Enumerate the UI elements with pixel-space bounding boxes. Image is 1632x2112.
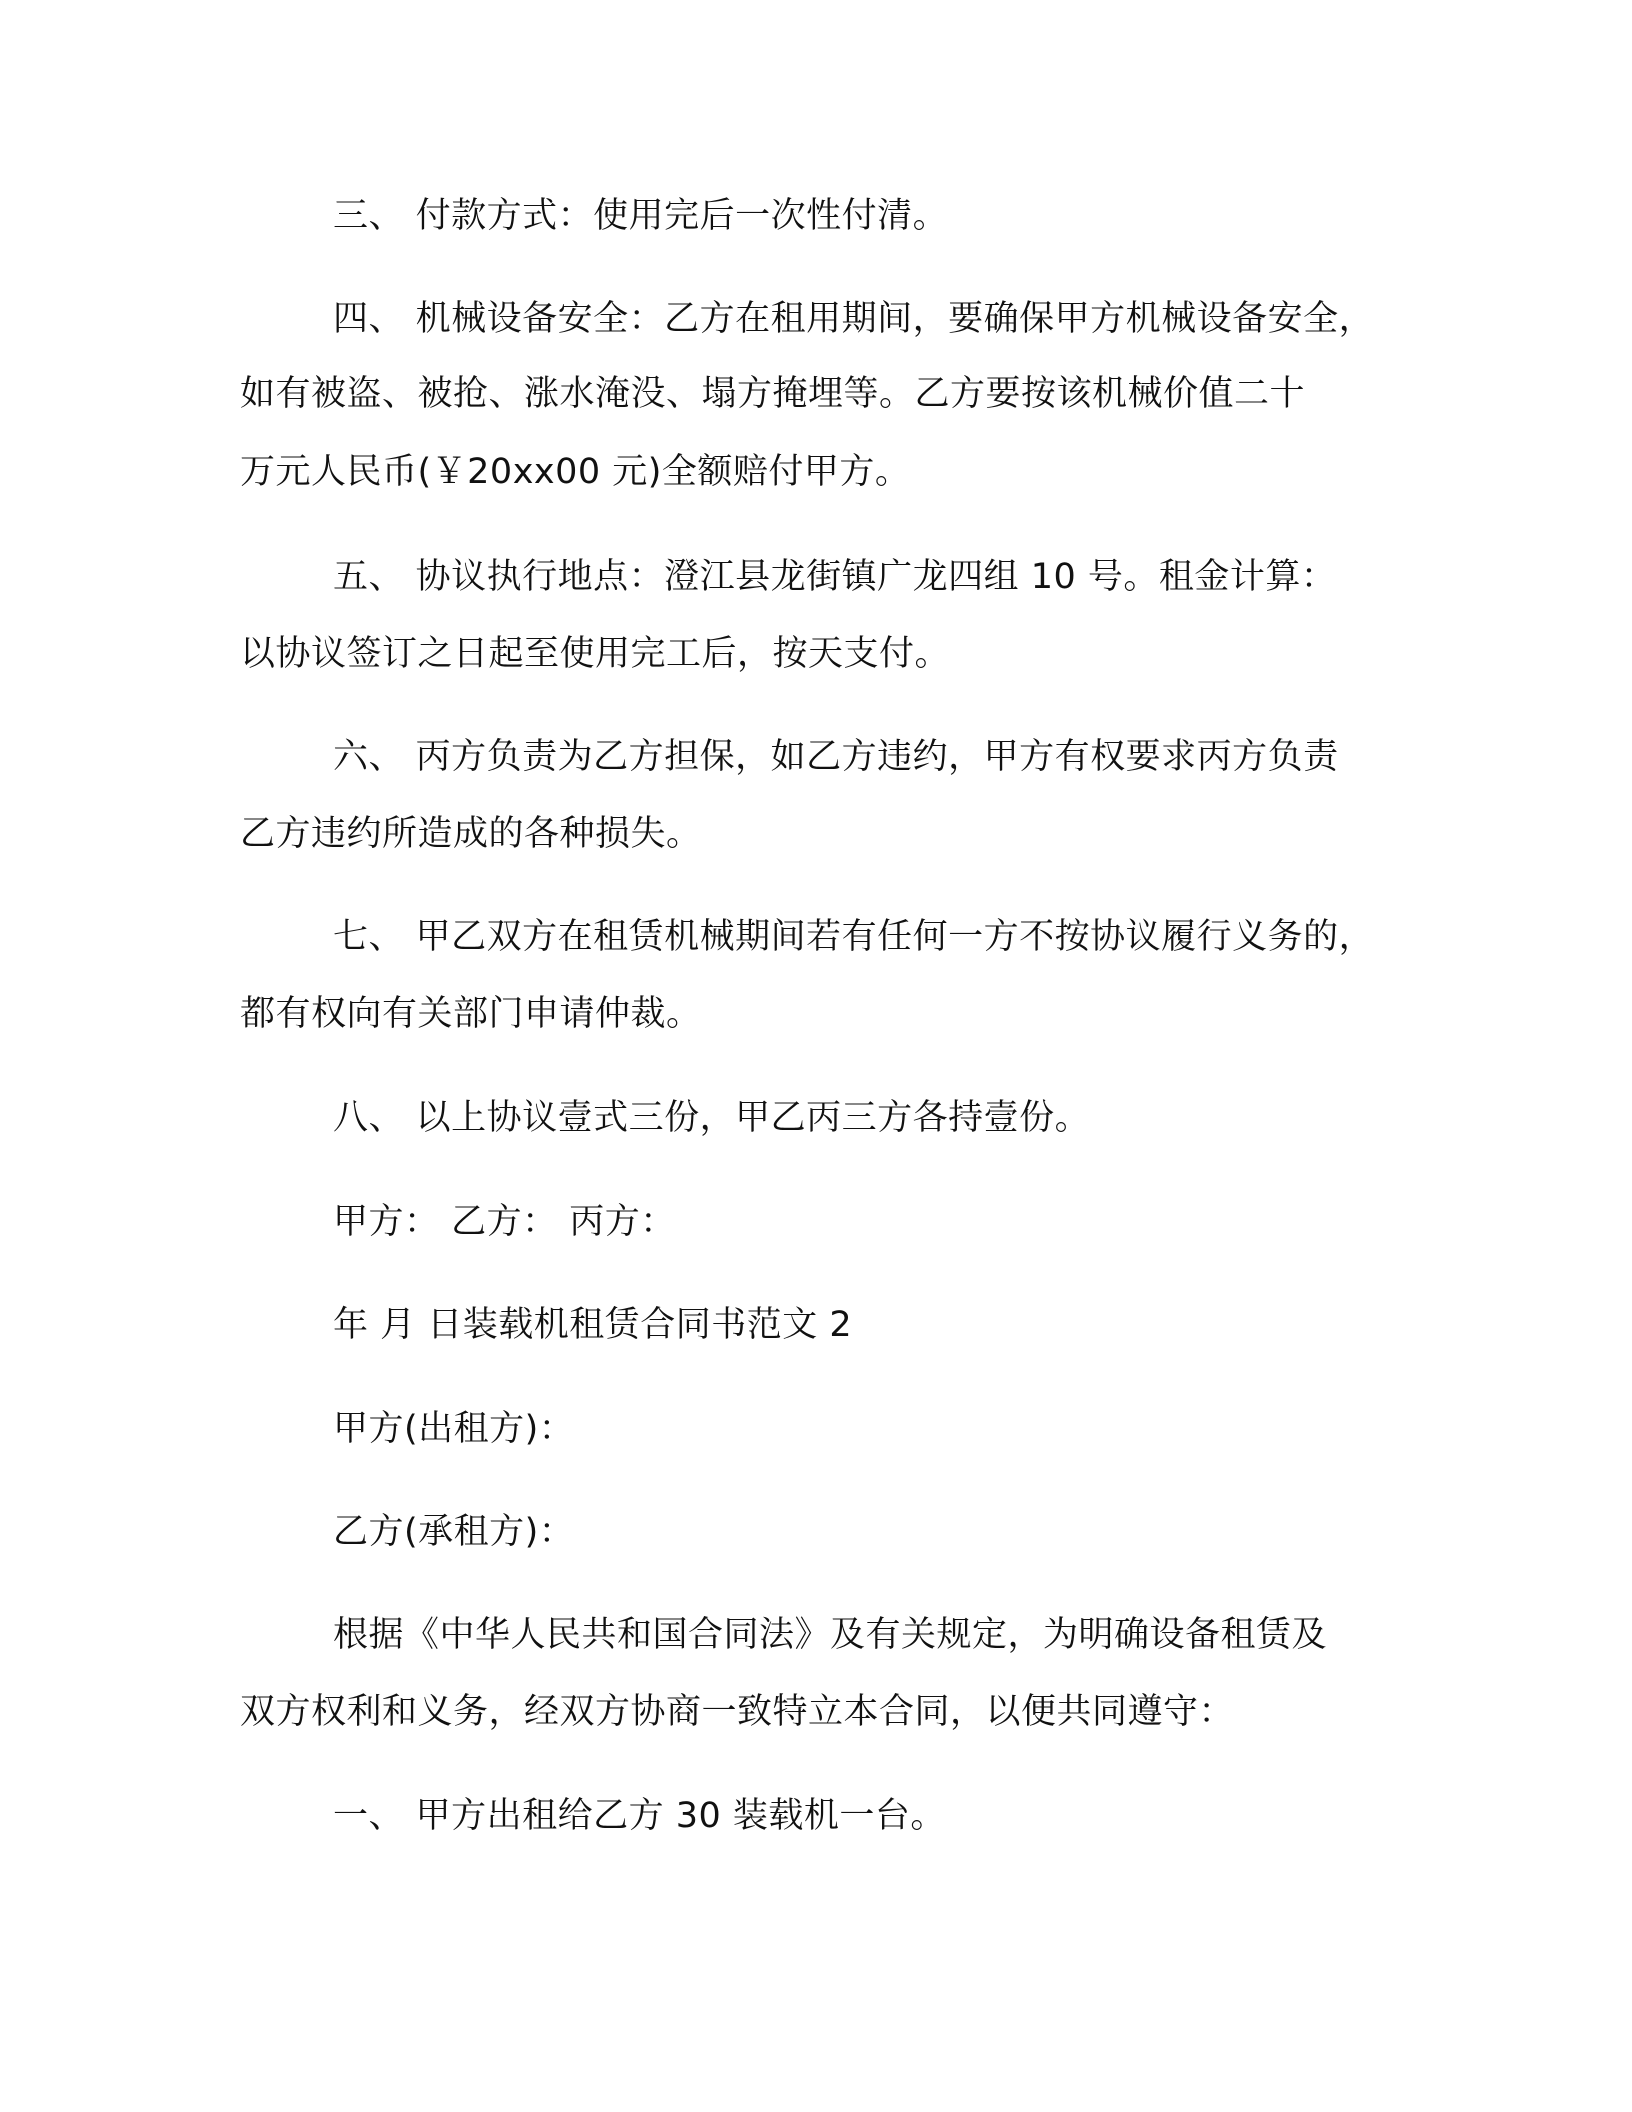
clause-5-location-line-1: 五、 协议执行地点：澄江县龙街镇广龙四组 10 号。租金计算：: [333, 557, 1337, 597]
preamble-line-2: 双方权利和义务，经双方协商一致特立本合同，以便共同遵守：: [240, 1692, 1235, 1732]
clause-3-payment-method: 三、 付款方式：使用完后一次性付清。: [333, 196, 949, 236]
party-a-lessor: 甲方(出租方)：: [333, 1409, 575, 1449]
signature-parties: 甲方： 乙方： 丙方：: [333, 1202, 676, 1242]
clause-6-guarantee-line-1: 六、 丙方负责为乙方担保，如乙方违约，甲方有权要求丙方负责: [333, 737, 1339, 777]
preamble-line-1: 根据《中华人民共和国合同法》及有关规定，为明确设备租赁及: [333, 1615, 1328, 1655]
clause-5-location-line-2: 以协议签订之日起至使用完工后，按天支付。: [240, 634, 951, 674]
clause-4-equipment-safety-line-1: 四、 机械设备安全：乙方在租用期间，要确保甲方机械设备安全，: [333, 299, 1375, 339]
clause-8-copies: 八、 以上协议壹式三份，甲乙丙三方各持壹份。: [333, 1098, 1091, 1138]
clause-7-arbitration-line-2: 都有权向有关部门申请仲裁。: [240, 994, 702, 1034]
clause-4-equipment-safety-line-3: 万元人民币(￥20xx00 元)全额赔付甲方。: [240, 452, 911, 492]
clause-1-rental-item: 一、 甲方出租给乙方 30 装载机一台。: [333, 1796, 946, 1836]
party-b-lessee: 乙方(承租方)：: [333, 1512, 575, 1552]
clause-6-guarantee-line-2: 乙方违约所造成的各种损失。: [240, 814, 702, 854]
clause-7-arbitration-line-1: 七、 甲乙双方在租赁机械期间若有任何一方不按协议履行义务的，: [333, 917, 1375, 957]
date-and-template-title: 年 月 日装载机租赁合同书范文 2: [333, 1305, 853, 1345]
clause-4-equipment-safety-line-2: 如有被盗、被抢、涨水淹没、塌方掩埋等。乙方要按该机械价值二十: [240, 374, 1306, 414]
